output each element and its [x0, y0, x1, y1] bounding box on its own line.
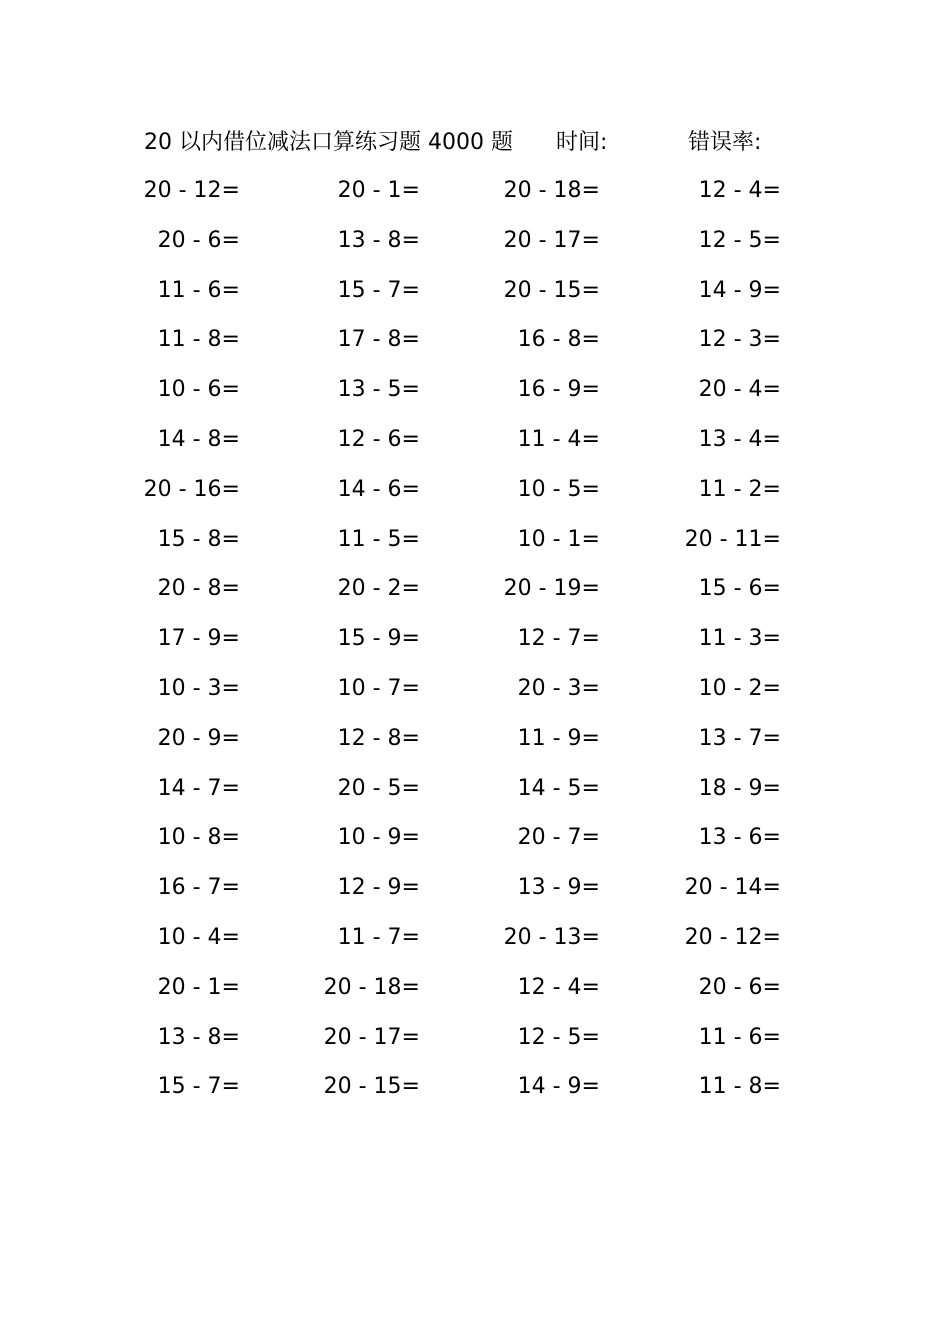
- problem-item: 13 - 5=: [337, 377, 420, 403]
- problem-item: 20 - 6=: [157, 227, 240, 253]
- problem-item: 10 - 8=: [157, 825, 240, 851]
- worksheet-title: 20 以内借位减法口算练习题 4000 题: [144, 130, 513, 155]
- problem-item: 12 - 4=: [698, 178, 781, 203]
- problem-item: 10 - 9=: [337, 825, 420, 851]
- problem-item: 17 - 9=: [157, 626, 240, 652]
- problem-item: 11 - 5=: [337, 526, 420, 552]
- problem-item: 16 - 9=: [517, 377, 600, 403]
- problem-item: 14 - 5=: [517, 775, 600, 801]
- problem-item: 14 - 9=: [698, 277, 781, 303]
- problem-item: 20 - 14=: [684, 875, 781, 901]
- problem-item: 14 - 8=: [157, 427, 240, 452]
- problem-item: 20 - 17=: [323, 1024, 420, 1050]
- problem-item: 11 - 7=: [337, 925, 420, 950]
- problem-item: 20 - 18=: [503, 178, 600, 203]
- problem-item: 11 - 9=: [517, 725, 600, 751]
- problem-item: 20 - 16=: [143, 476, 240, 502]
- problem-item: 14 - 6=: [337, 476, 420, 502]
- problem-item: 13 - 6=: [698, 825, 781, 851]
- problem-item: 20 - 19=: [503, 576, 600, 602]
- problem-item: 20 - 1=: [157, 974, 240, 1000]
- problem-item: 15 - 7=: [337, 277, 420, 303]
- problem-item: 13 - 8=: [337, 227, 420, 253]
- problem-item: 11 - 6=: [698, 1024, 781, 1050]
- problem-item: 20 - 15=: [503, 277, 600, 303]
- problem-item: 12 - 5=: [698, 227, 781, 253]
- problem-item: 12 - 5=: [517, 1024, 600, 1050]
- problem-item: 20 - 13=: [503, 925, 600, 950]
- problem-item: 10 - 5=: [517, 476, 600, 502]
- problem-item: 12 - 4=: [517, 974, 600, 1000]
- problem-item: 20 - 11=: [684, 526, 781, 552]
- problem-item: 16 - 8=: [517, 327, 600, 353]
- problem-item: 20 - 9=: [157, 725, 240, 751]
- problem-item: 20 - 12=: [143, 178, 240, 203]
- problem-item: 20 - 18=: [323, 974, 420, 1000]
- problem-item: 13 - 9=: [517, 875, 600, 901]
- problem-item: 20 - 17=: [503, 227, 600, 253]
- problem-item: 10 - 4=: [157, 925, 240, 950]
- problem-item: 12 - 7=: [517, 626, 600, 652]
- problem-item: 20 - 1=: [337, 178, 420, 203]
- problem-item: 20 - 15=: [323, 1074, 420, 1100]
- problem-item: 16 - 7=: [157, 875, 240, 901]
- problem-item: 10 - 2=: [698, 676, 781, 701]
- problem-item: 11 - 2=: [698, 476, 781, 502]
- problem-item: 15 - 9=: [337, 626, 420, 652]
- problem-item: 11 - 8=: [698, 1074, 781, 1100]
- problem-item: 20 - 7=: [517, 825, 600, 851]
- problem-item: 20 - 2=: [337, 576, 420, 602]
- problem-item: 12 - 9=: [337, 875, 420, 901]
- problem-item: 10 - 7=: [337, 676, 420, 701]
- time-label: 时间:: [556, 130, 608, 155]
- problem-item: 14 - 7=: [157, 775, 240, 801]
- problem-item: 20 - 3=: [517, 676, 600, 701]
- problem-item: 20 - 12=: [684, 925, 781, 950]
- problem-item: 11 - 3=: [698, 626, 781, 652]
- problem-item: 10 - 1=: [517, 526, 600, 552]
- problem-item: 13 - 7=: [698, 725, 781, 751]
- problem-item: 20 - 4=: [698, 377, 781, 403]
- problem-item: 13 - 4=: [698, 427, 781, 452]
- problem-item: 12 - 3=: [698, 327, 781, 353]
- problem-item: 15 - 6=: [698, 576, 781, 602]
- problem-item: 15 - 7=: [157, 1074, 240, 1100]
- problem-item: 14 - 9=: [517, 1074, 600, 1100]
- error-rate-label: 错误率:: [688, 130, 762, 155]
- problem-item: 13 - 8=: [157, 1024, 240, 1050]
- problem-item: 12 - 6=: [337, 427, 420, 452]
- problem-item: 15 - 8=: [157, 526, 240, 552]
- problem-item: 11 - 4=: [517, 427, 600, 452]
- problem-item: 20 - 5=: [337, 775, 420, 801]
- problem-item: 10 - 3=: [157, 676, 240, 701]
- problem-item: 10 - 6=: [157, 377, 240, 403]
- problem-item: 20 - 6=: [698, 974, 781, 1000]
- problem-item: 20 - 8=: [157, 576, 240, 602]
- problem-item: 11 - 6=: [157, 277, 240, 303]
- problem-item: 18 - 9=: [698, 775, 781, 801]
- problem-item: 12 - 8=: [337, 725, 420, 751]
- problem-item: 11 - 8=: [157, 327, 240, 353]
- problem-item: 17 - 8=: [337, 327, 420, 353]
